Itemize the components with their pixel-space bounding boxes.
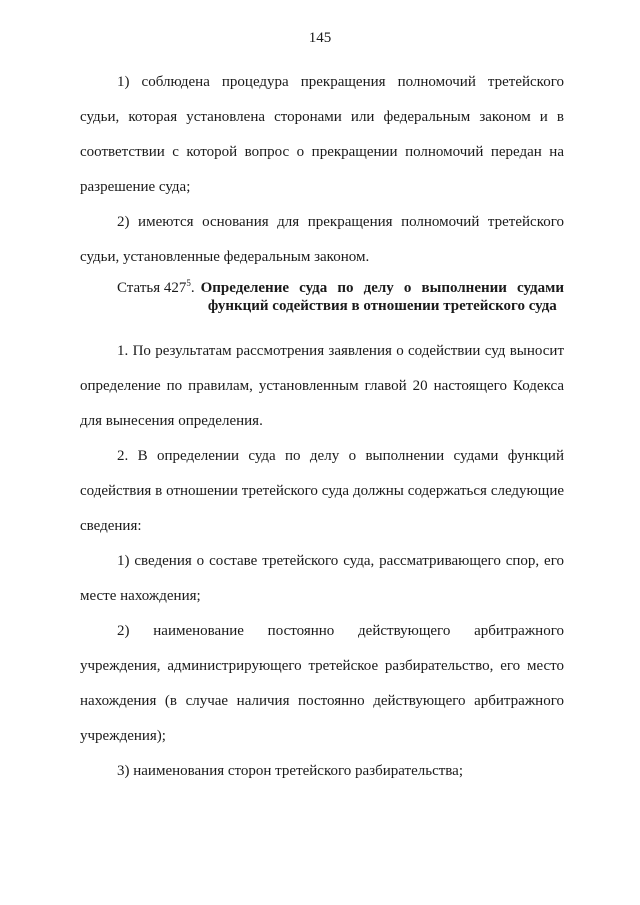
paragraph-item-1: 1) соблюдена процедура прекращения полномочий третейского судьи, которая установлена сторонами или федеральным законом и в соответствии с которой вопрос о прекращении полномочий передан на разрешение суда; [80, 74, 564, 195]
paragraph-subitem-2: 2) наименование постоянно действующего арбитражного учреждения, администрирующего третейское разбирательство, его место нахождения (в случае наличия постоянно действующего арбитражного учреждения); [80, 623, 564, 744]
article-heading [80, 279, 564, 315]
paragraph-subitem-1: 1) сведения о составе третейского суда, рассматривающего спор, его месте нахождения; [80, 553, 564, 604]
paragraph-section-2: 2. В определении суда по делу о выполнении судами функций содействия в отношении третейского суда должны содержаться следующие сведения: [80, 448, 564, 534]
article-title: Определение суда по делу о выполнении судами функций содействия в отношении третейского суда [200, 280, 564, 314]
paragraph-item-2: 2) имеются основания для прекращения полномочий третейского судьи, установленные федеральным законом. [80, 214, 564, 265]
paragraph-subitem-3: 3) наименования сторон третейского разбирательства; [117, 763, 463, 779]
paragraph-section-1: 1. По результатам рассмотрения заявления о содействии суд выносит определение по правилам, установленным главой 20 настоящего Кодекса для вынесения определения. [80, 343, 564, 429]
document-body [80, 65, 564, 789]
article-number-superscript: 5 [186, 278, 191, 288]
page-number: 145 [308, 30, 332, 46]
article-number: Статья $427^5$. [117, 278, 195, 296]
